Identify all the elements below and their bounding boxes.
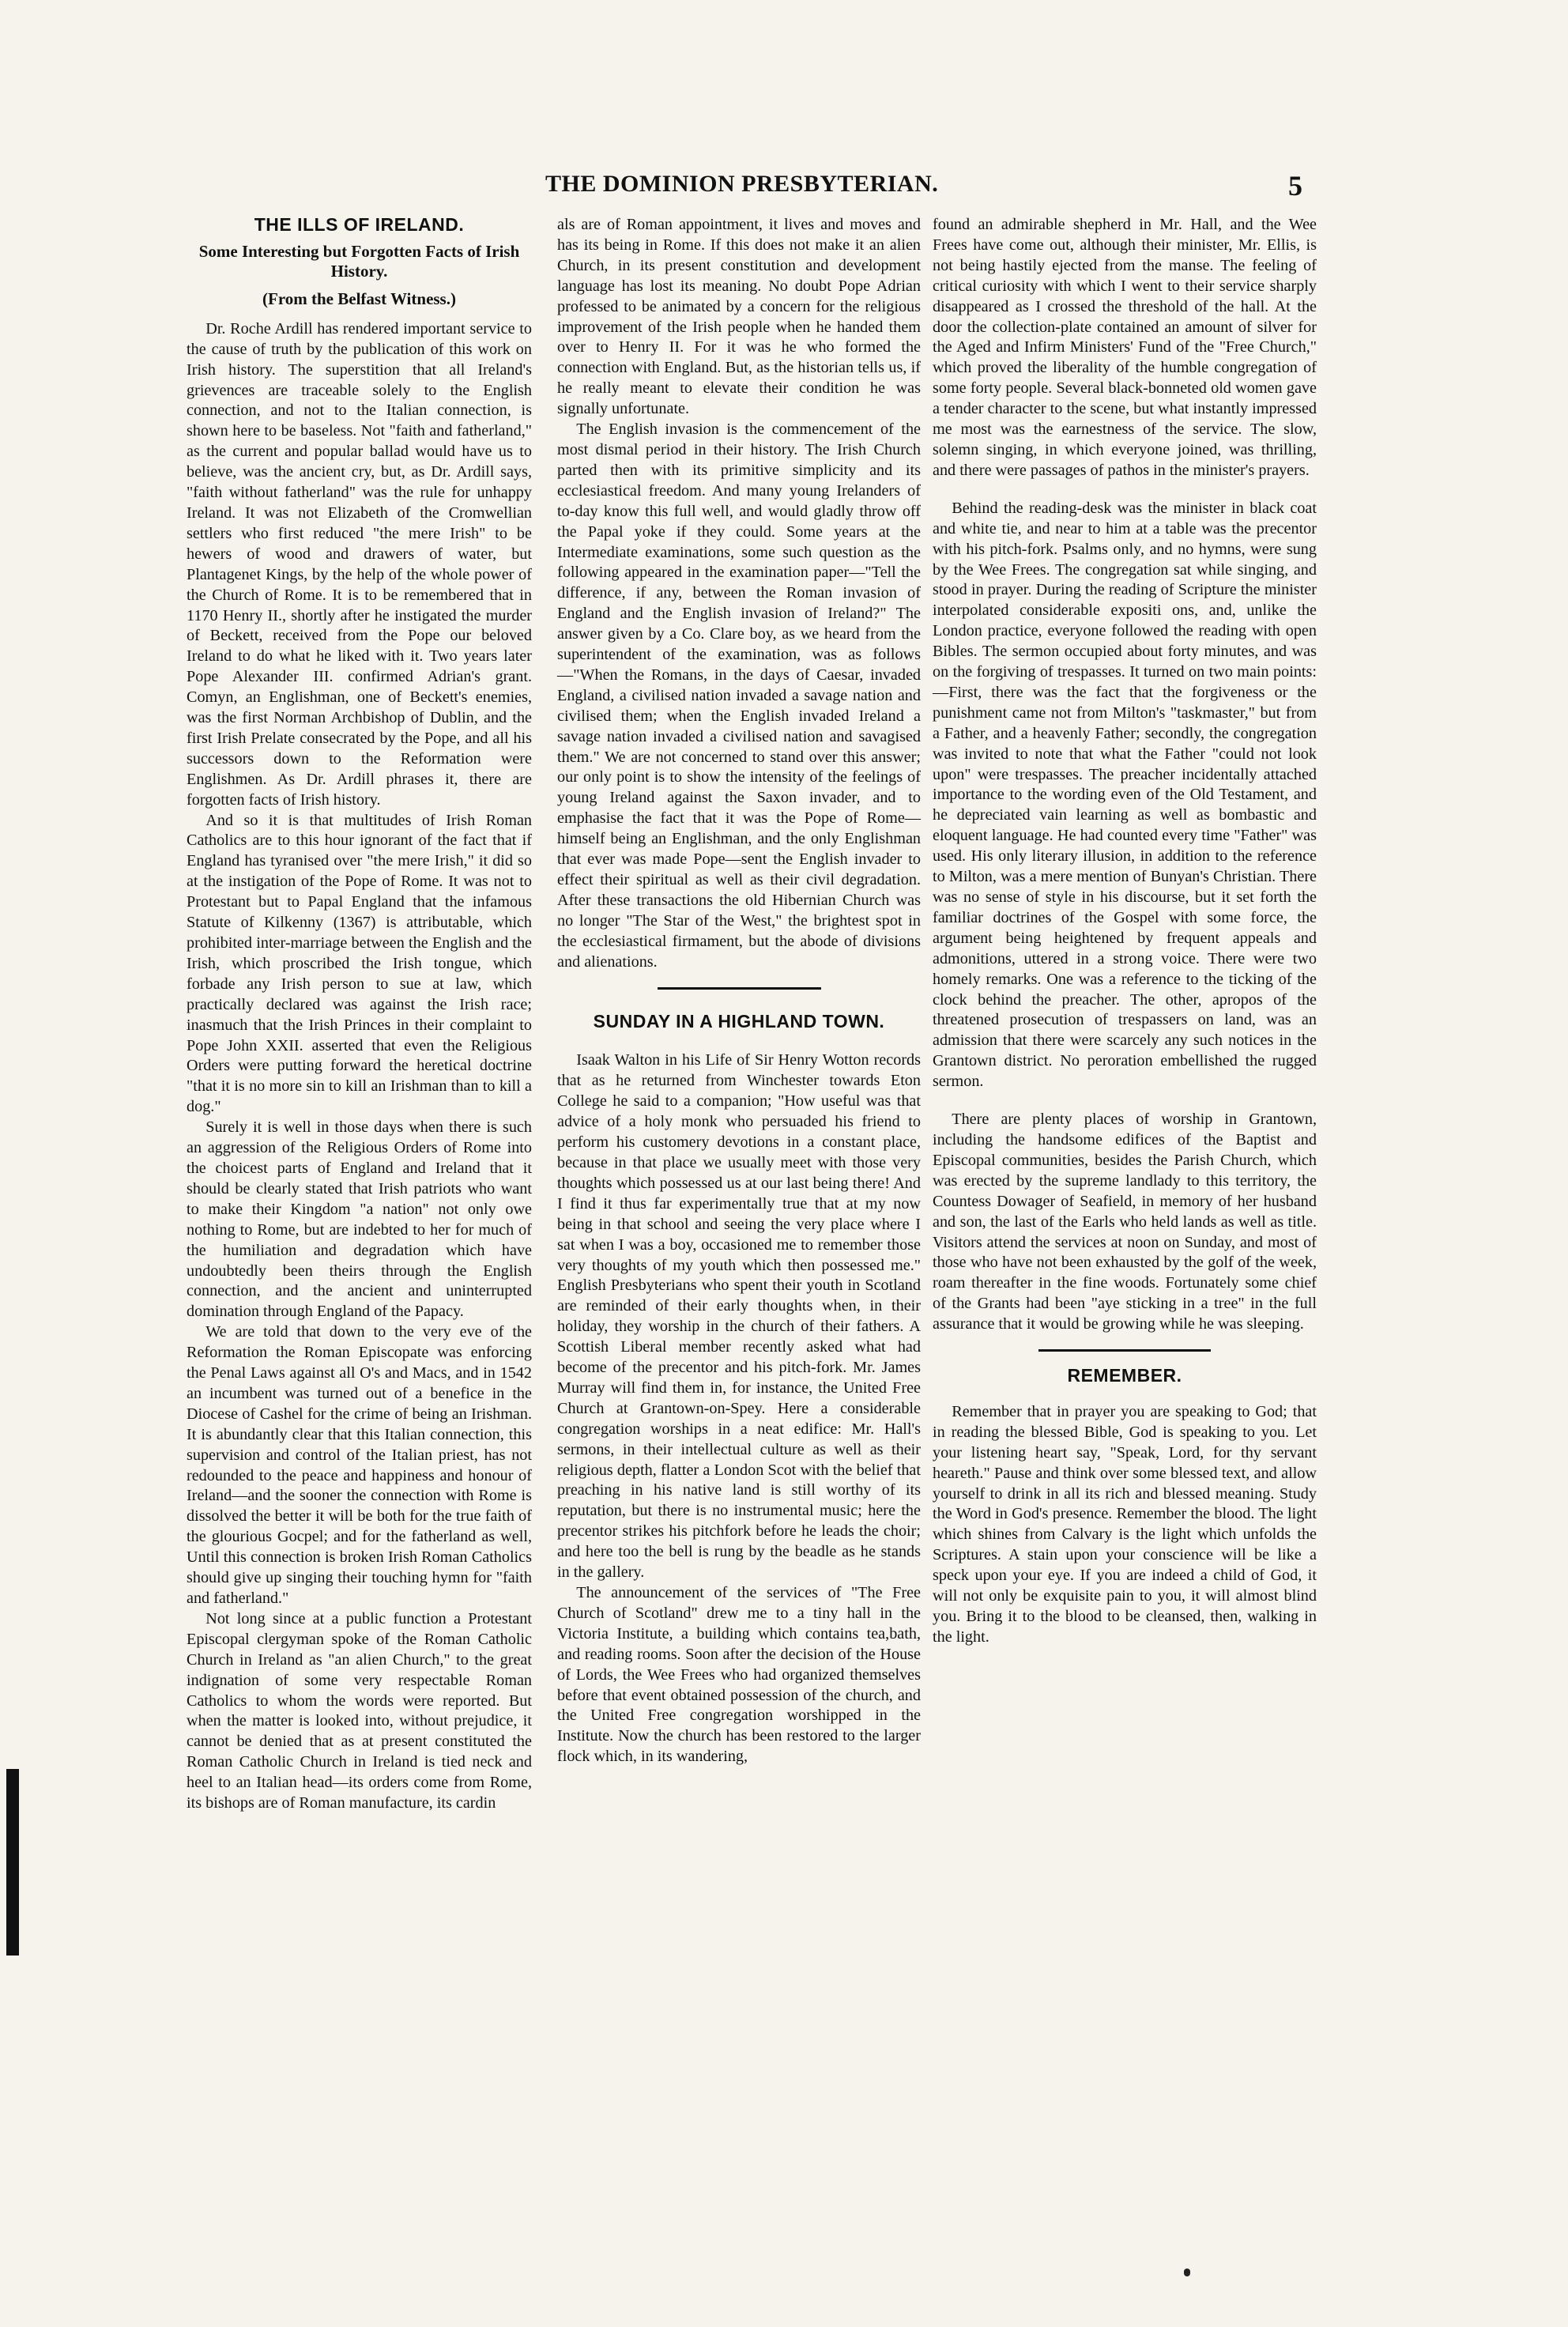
- masthead-title: THE DOMINION PRESBYTERIAN.: [545, 171, 939, 197]
- paragraph: We are told that down to the very eve of the Reformation the Roman Episcopate was enforcing the Penal Laws against all O's and Macs, and in 1542 an incumbent was turned out of a benefice in the Diocese of Cashel for the crime of being an Irishman. It is abundantly clear that this Italian connection, this supervision and control of the Italian priest, has not redounded to the peace and happiness and honour of Ireland—and the sooner the connection with Rome is dissolved the better it will be both for the true faith of the glourious Gocpel; and for the fatherland as well, Until this connection is broken Irish Roman Catholics should give up singing their touching hymn for "faith and fatherland.": [187, 1323, 532, 1607]
- paragraph: Behind the reading-desk was the minister in black coat and white tie, and near to him at a table was the precentor with his pitch-fork. Psalms only, and no hymns, were sung by the Wee Frees. The congregation sat while singing, and stood in prayer. During the reading of Scripture the minister interpolated considerable expositi ons, and, unlike the London practice, everyone followed the reading with open Bibles. The sermon occupied about forty minutes, and was on the forgiving of trespasses. It turned on two main points:—First, there was the fact that the forgiveness or the punishment came not from Milton's "taskmaster," but from a Father, and a heavenly Father; secondly, the congregation was invited to note that what the Father "could not look upon" were trespasses. The preacher incidentally attached importance to the wording even of the Old Testament, and he depreciated vain learning as well as bombastic and eloquent language. He had counted every time "Father" was used. His only literary illusion, in addition to the reference to Milton, was a mere mention of Bunyan's Christian. There was no sense of style in his discourse, but it set forth the familiar doctrines of the Gospel with some force, the argument being heightened by frequent appeals and admonitions, uttered in a strong voice. There were two homely remarks. One was a reference to the ticking of the clock behind the preacher. The other, apropos of the threatened prosecution of trespassers on land, was an admission that there were scarcely any such notices in the Grantown district. No peroration embellished the rugged sermon.: [933, 499, 1317, 1091]
- paragraph: Dr. Roche Ardill has rendered important service to the cause of truth by the publication of this work on Irish history. The superstition that all Ireland's grievences are traceable solely to the English connection, and not to the Italian connection, is shown here to be baseless. Not "faith and fatherland," as the current and popular ballad would have us to believe, was the ancient cry, but, as Dr. Ardill says, "faith without fatherland" was the rule for unhappy Ireland. It was not Elizabeth of the Cromwellian settlers who first reduced "the mere Irish" to be hewers of wood and drawers of water, but Plantagenet Kings, by the help of the whole power of the Church of Rome. It is to be remembered that in 1170 Henry II., shortly after he instigated the murder of Beckett, received from the Pope our beloved Ireland to do what he liked with it. Two years later Pope Alexander III. confirmed Adrian's grant. Comyn, an Englishman, one of Beckett's enemies, was the first Norman Archbishop of Dublin, and the first Irish Prelate consecrated by the Pope, and all his successors down to the Reformation were Englishmen. As Dr. Ardill phrases it, there are forgotten facts of Irish history.: [187, 319, 532, 809]
- column-1: [187, 215, 532, 1814]
- paragraph: Remember that in prayer you are speaking to God; that in reading the blessed Bible, God is speaking to you. Let your listening heart say, "Speak, Lord, for thy servant heareth." Pause and think over some blessed text, and allow yourself to drink in all its rich and blessed meaning. Study the Word in God's presence. Remember the blood. The light which shines from Calvary is the light which unfolds the Scriptures. A stain upon your conscience will be like a speck upon your eye. If you are indeed a child of God, it will not only be exquisite pain to you, it will almost blind you. Bring it to the blood to be cleansed, then, walking in the light.: [933, 1402, 1317, 1646]
- divider-rule: [658, 987, 821, 990]
- article-source: (From the Belfast Witness.): [262, 289, 456, 308]
- paragraph: The English invasion is the commencement of the most dismal period in their history. The Irish Church parted then with its primitive simplicity and its ecclesiastical freedom. And many young Irelanders of to-day know this full well, and would gladly throw off the Papal yoke if they could. Some years at the Intermediate examinations, some such question as the following appeared in the examination paper—"Tell the difference, if any, between the Roman invasion of England and the English invasion of Ireland?" The answer given by a Co. Clare boy, as we heard from the superintendent of the examination, was as follows—"When the Romans, in the days of Caesar, invaded England, a civilised nation invaded a savage nation and civilised them; when the English invaded Ireland a savage nation invaded a civilised nation and savagised them." We are not concerned to stand over this answer; our only point is to show the intensity of the feelings of young Ireland against the Saxon invader, and to emphasise the fact that it was the Pope of Rome—himself being an Englishman, and the only Englishman that ever was made Pope—sent the English invader to effect their spiritual as well as their civil degradation. After these transactions the old Hibernian Church was no longer "The Star of the West," the brightest spot in the ecclesiastical firmament, but the abode of divisions and alienations.: [557, 421, 921, 971]
- article-subtitle: Some Interesting but Forgotten Facts of Irish History.: [198, 241, 520, 281]
- paragraph: Isaak Walton in his Life of Sir Henry Wotton records that as he returned from Winchester towards Eton College he said to a companion; "How useful was that advice of a holy monk who persuaded his friend to perform his customery devotions in a constant place, because in that place we usually meet with those very thoughts which possessed us at our last being there! And I find it thus far experimentally true that at my now being in that school and seeing the very place where I sat when I was a boy, occasioned me to remember those very thoughts of my youth which then possessed me." English Presbyterians who spent their youth in Scotland are reminded of their early thoughts when, in their holiday, they worship in the church of their fathers. A Scottish Liberal member recently asked what had become of the precentor and his pitch-fork. Mr. James Murray will find them in, for instance, the United Free Church at Grantown-on-Spey. Here a considerable congregation worships in a neat edifice: Mr. Hall's sermons, in their intellectual culture as well as their religious depth, flatter a London Scot with the belief that preaching in his native land is still worthy of its reputation, but there is no instrumental music; here the precentor strikes his pitchfork before he leads the choir; and here too the bell is rung by the beadle as he stands in the gallery.: [557, 1051, 921, 1582]
- paragraph-continued: als are of Roman appointment, it lives and moves and has its being in Rome. If this does not make it an alien Church, in its present constitution and development language has lost its meaning. No doubt Pope Adrian professed to be animated by a concern for the religious improvement of the Irish people when he handed them over to Henry II. For it was he who formed the connection with England. But, as the historian tells us, if he really meant to elevate their condition he was signally unfortunate.: [557, 216, 921, 418]
- paragraph: The announcement of the services of "The Free Church of Scotland" drew me to a tiny hall in the Victoria Institute, a building which contains tea,bath, and reading rooms. Soon after the decision of the House of Lords, the Wee Frees who had organized themselves before that event obtained possession of the church, and the United Free congregation worshipped in the Institute. Now the church has been restored to the larger flock which, in its wandering,: [557, 1584, 921, 1766]
- scan-edge-mark: [6, 1769, 19, 1956]
- paragraph: And so it is that multitudes of Irish Roman Catholics are to this hour ignorant of the fact that if England has tyranised over "the mere Irish," it did so at the instigation of the Pope of Rome. It was not to Protestant but to Papal England that the infamous Statute of Kilkenny (1367) is attributable, which prohibited inter-marriage between the English and the Irish, which proscribed the Irish tongue, which forbade any Irish person to sue at law, which practically declared was against the Irish race; inasmuch that the Irish Princes in their complaint to Pope John XXII. asserted that even the Religious Orders were putting forward the heretical doctrine "that it is no more sin to kill an Irishman than to kill a dog.": [187, 811, 532, 1116]
- scan-speck: [1184, 2269, 1190, 2276]
- article-title-remember: REMEMBER.: [1067, 1365, 1182, 1386]
- divider-rule: [1038, 1349, 1212, 1352]
- paragraph: Surely it is well in those days when there is such an aggression of the Religious Orders of Rome into the choicest parts of England and Ireland that it should be clearly stated that Irish patriots who want to make their Kingdom "a nation" not only owe nothing to Rome, but are indebted to her for much of the humiliation and degradation which have undoubtedly been theirs through the English connection, and the ancient and uninterrupted domination through England of the Papacy.: [187, 1118, 532, 1321]
- page-number: 5: [1288, 170, 1302, 202]
- article-title-ills-of-ireland: THE ILLS OF IRELAND.: [254, 214, 465, 235]
- paragraph: There are plenty places of worship in Grantown, including the handsome edifices of the Baptist and Episcopal communities, besides the Parish Church, which was erected by the supreme landlady to this territory, the Countess Dowager of Seafield, in memory of her husband and son, the last of the Earls who held lands as well as title. Visitors attend the services at noon on Sunday, and most of those who have not been exhausted by the golf of the week, roam thereafter in the fine woods. Fortunately some chief of the Grants had been "aye sticking in a tree" in the full assurance that it would be growing while he was sleeping.: [933, 1111, 1317, 1333]
- paragraph-continued: found an admirable shepherd in Mr. Hall, and the Wee Frees have come out, although their minister, Mr. Ellis, is not being hastily ejected from the manse. The feeling of critical curiosity with which I went to their service sharply disappeared as I crossed the threshold of the hall. At the door the collection-plate contained an amount of silver for the Aged and Infirm Ministers' Fund of the "Free Church," which proved the liberality of the humble congregation of some forty people. Several black-bonneted old women gave a tender character to the scene, but what instantly impressed me most was the earnestness of the service. The slow, solemn singing, in which everyone joined, was thrilling, and there were passages of pathos in the minister's prayers.: [933, 216, 1317, 479]
- paragraph: Not long since at a public function a Protestant Episcopal clergyman spoke of the Roman Catholic Church in Ireland as "an alien Church," to the great indignation of some very respectable Roman Catholics to whom the words were reported. But when the matter is looked into, without prejudice, it cannot be denied that as at present constituted the Roman Catholic Church in Ireland is tied neck and heel to an Italian head—its orders come from Rome, its bishops are of Roman manufacture, its cardin: [187, 1609, 532, 1812]
- article-title-sunday-highland-town: SUNDAY IN A HIGHLAND TOWN.: [593, 1010, 885, 1031]
- column-3: [933, 215, 1317, 1648]
- column-2: [557, 215, 921, 1767]
